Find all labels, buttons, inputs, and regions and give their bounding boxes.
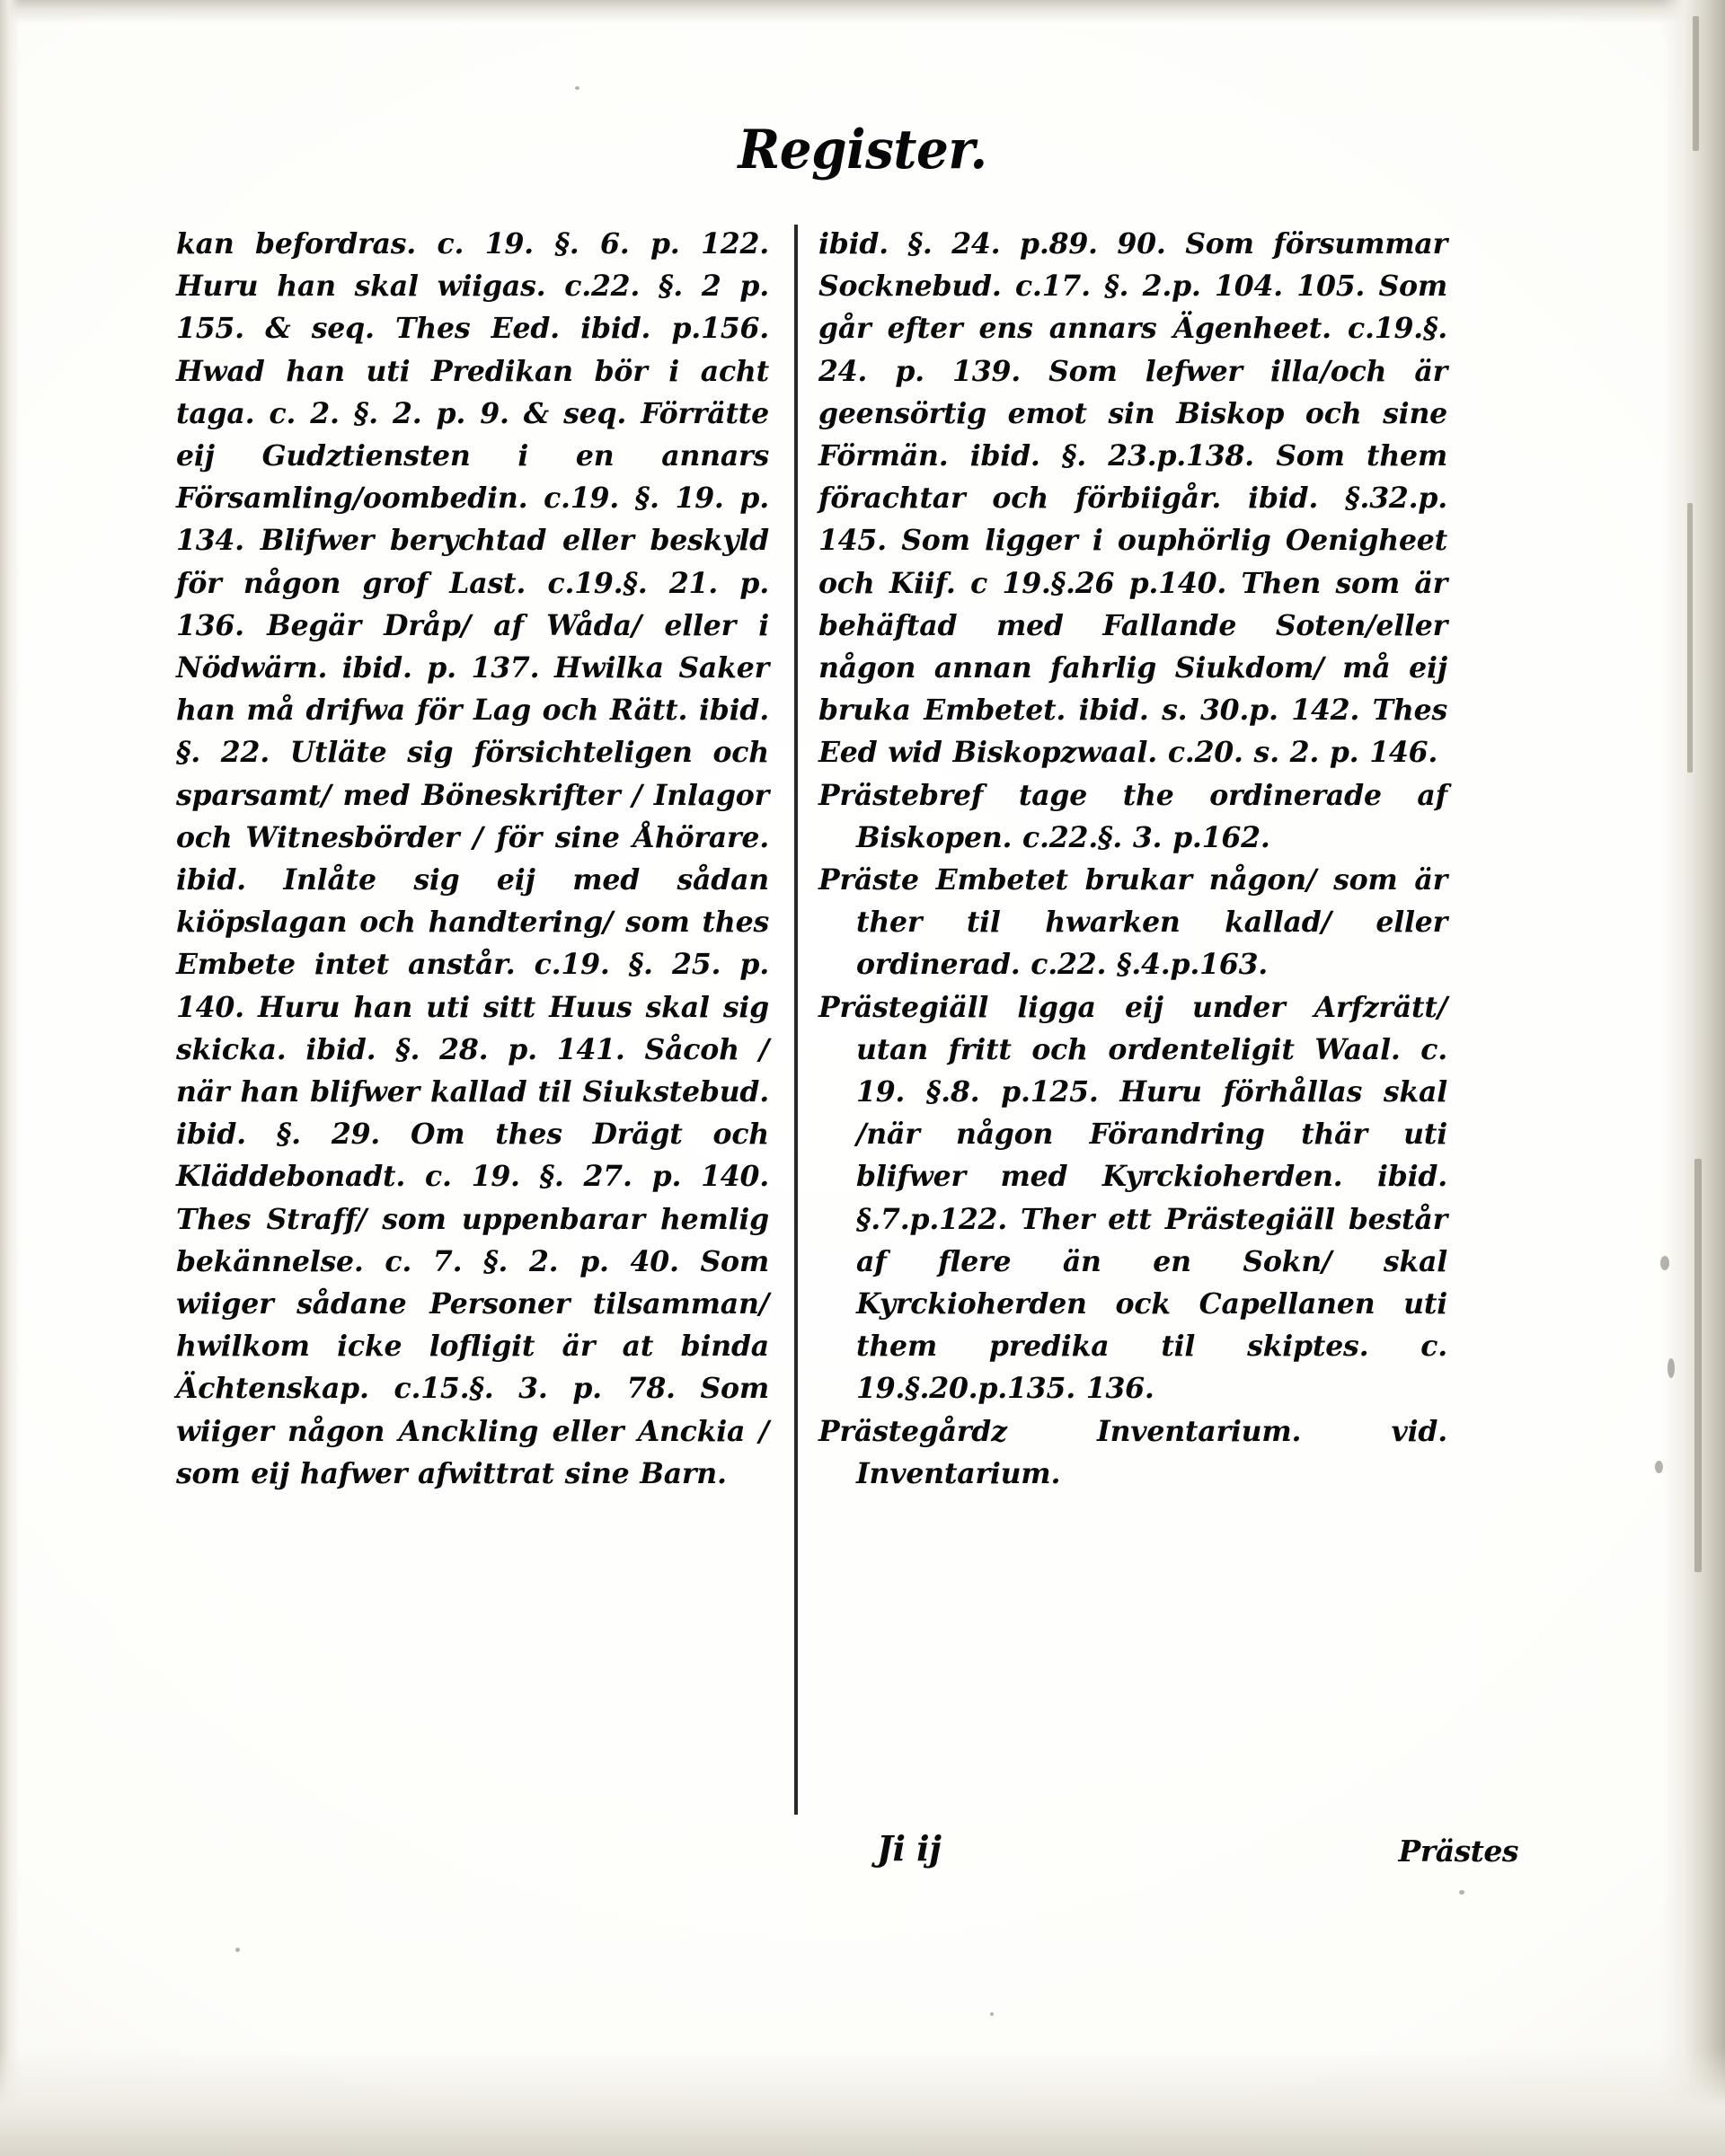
column-divider-rule [794,225,798,1815]
index-entry-prastegardz-inventarium: Prästegårdz Inventarium. vid. Inventarium. [818,1414,1447,1490]
spine-speckle [1660,1256,1669,1270]
binding-mark [1693,16,1699,151]
scan-edge-left [0,0,20,2156]
page-title: Register. [738,119,987,181]
column-left [176,223,769,1495]
scan-edge-bottom [0,2048,1725,2156]
scan-edge-top [0,0,1725,23]
index-entry: kan befordras. c. 19. §. 6. p. 122. Huru han skal wiigas. c.22. §. 2 p. 155. & seq. Thes Eed. ibid. p.156. Hwad han uti Predikan bör i acht taga. c. 2. §. 2. p. 9. & seq. Förrätte eij Gudztiensten i en annars Församling/oombedin. c.19. §. 19. p. 134. Blifwer berychtad eller beskyld för någon grof Last. c.19.§. 21. p. 136. Begär Dråp/ af Wåda/ eller i Nödwärn. ibid. p. 137. Hwilka Saker han må drifwa för Lag och Rätt. ibid. §. 22. Utläte sig försichteligen och sparsamt/ med Böneskrifter / Inlagor och Witnesbörder / för sine Åhörare. ibid. Inlåte sig eij med sådan kiöpslagan och handtering/ som thes Embete intet anstår. c.19. §. 25. p. 140. Huru han uti sitt Huus skal sig skicka. ibid. §. 28. p. 141. Såcoh / när han blifwer kallad til Siukstebud. ibid. §. 29. Om thes Drägt och Kläddebonadt. c. 19. §. 27. p. 140. Thes Straff/ som uppenbarar hemlig bekännelse. c. 7. §. 2. p. 40. Som wiiger sådane Personer tilsamman/ hwilkom icke lofligit är at binda Ächtenskap. c.15.§. 3. p. 78. Som wiiger någon Anckling eller Anckia / som eij hafwer afwittrat sine Barn. [176,227,769,1490]
index-entry-praste-embetet: Präste Embetet brukar någon/ som är ther til hwarken kallad/ eller ordinerad. c.22. §.4.p.163. [818,863,1447,982]
spine-speckle [1668,1358,1675,1378]
column-right [818,223,1447,1495]
page-footer [176,1828,1518,1882]
catchword: Prästes [1398,1833,1518,1869]
spine-speckle [1655,1461,1663,1473]
binding-mark [1694,1159,1702,1572]
index-entry: ibid. §. 24. p.89. 90. Som försummar Socknebud. c.17. §. 2.p. 104. 105. Som går efter ens annars Ägenheet. c.19.§. 24. p. 139. Som lefwer illa/och är geensörtig emot sin Biskop och sine Förmän. ibid. §. 23.p.138. Som them förachtar och förbiigår. ibid. §.32.p. 145. Som ligger i ouphörlig Oenigheet och Kiif. c 19.§.26 p.140. Then som är behäftad med Fallande Soten/eller någon annan fahrlig Siukdom/ må eij bruka Embetet. ibid. s. 30.p. 142. Thes Eed wid Biskopzwaal. c.20. s. 2. p. 146. [818,227,1447,770]
index-entry-prastegiall: Prästegiäll ligga eij under Arfzrätt/ utan fritt och ordenteligit Waal. c. 19. §.8. p.125. Huru förhållas skal /när någon Förandring thär uti blifwer med Kyrckioherden. ibid. §.7.p.122. Ther ett Prästegiäll består af flere än en Sokn/ skal Kyrckioherden ock Capellanen uti them predika til skiptes. c. 19.§.20.p.135. 136. [818,990,1447,1406]
scan-edge-right [1662,0,1725,2156]
index-columns [176,223,1452,1867]
binding-mark [1687,503,1693,773]
quire-signature: Ji ij [877,1828,942,1869]
index-entry-prastebref: Prästebref tage the ordinerade af Biskopen. c.22.§. 3. p.162. [818,778,1447,854]
